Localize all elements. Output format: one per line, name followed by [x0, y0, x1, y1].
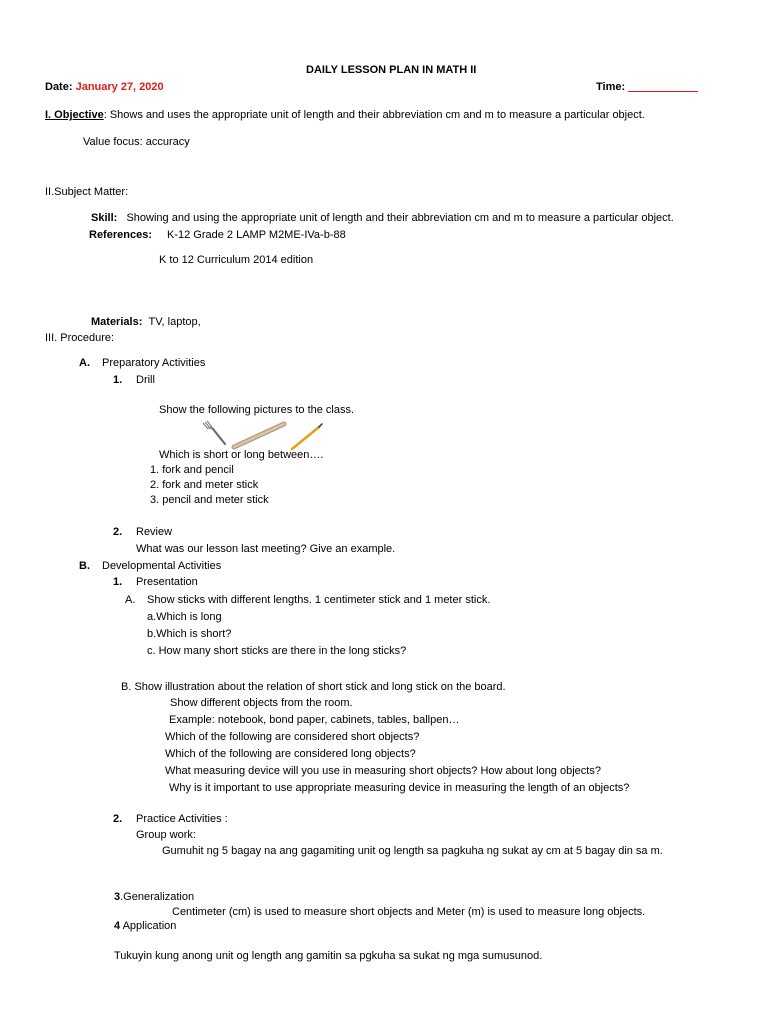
list-item: 1. fork and pencil — [150, 464, 234, 476]
drill-pictures — [198, 419, 328, 453]
materials-label: Materials: — [91, 316, 143, 328]
list-item: What measuring device will you use in measuring short objects? How about long objects? — [165, 765, 601, 777]
date-row — [45, 81, 164, 94]
time-blank-line — [628, 81, 698, 92]
skill-line — [91, 212, 674, 225]
references-2: K to 12 Curriculum 2014 edition — [159, 254, 314, 266]
list-item: 3. pencil and meter stick — [150, 494, 269, 506]
skill-text: Showing and using the appropriate unit of length and their abbreviation cm and m to measure a particular object. — [126, 212, 674, 224]
list-item: Example: notebook, bond paper, cabinets, tables, ballpen… — [169, 714, 460, 726]
objective-line — [45, 109, 645, 122]
page-title: DAILY LESSON PLAN IN MATH II — [306, 64, 477, 76]
section-b-title: Developmental Activities — [102, 560, 222, 572]
application-title: Application — [120, 920, 177, 932]
procedure-heading: III. Procedure: — [45, 332, 115, 344]
list-item: c. How many short sticks are there in the long sticks? — [147, 645, 407, 657]
subject-matter-heading: II.Subject Matter: — [45, 186, 129, 198]
generalization-title: .Generalization — [120, 891, 195, 903]
objective-text: : Shows and uses the appropriate unit of length and their abbreviation cm and m to measure a particular object. — [103, 109, 645, 121]
application-number: 4 — [114, 920, 121, 932]
list-item: Which of the following are considered short objects? — [165, 731, 420, 743]
list-item: Why is it important to use appropriate measuring device in measuring the length of an objects? — [169, 782, 630, 794]
list-item: Which of the following are considered long objects? — [165, 748, 416, 760]
generalization-text: Centimeter (cm) is used to measure short objects and Meter (m) is used to measure long objects. — [172, 906, 646, 918]
materials-text: TV, laptop, — [148, 316, 201, 328]
date-value: January 27, 2020 — [75, 81, 164, 93]
group-work-label: Group work: — [136, 829, 196, 841]
list-item: 2. fork and meter stick — [150, 479, 259, 491]
practice-number: 2. — [113, 813, 123, 825]
references-label: References: — [89, 229, 152, 241]
review-title: Review — [136, 526, 173, 538]
time-row — [596, 81, 698, 94]
presentation-b-text: B. Show illustration about the relation of short stick and long stick on the board. — [121, 681, 506, 693]
skill-label: Skill: — [91, 212, 118, 224]
drill-number: 1. — [113, 374, 123, 386]
drill-question: Which is short or long between…. — [159, 449, 324, 461]
section-b-letter: B. — [79, 560, 90, 572]
presentation-title: Presentation — [136, 576, 198, 588]
value-focus: Value focus: accuracy — [83, 136, 190, 148]
generalization-number: 3 — [114, 891, 121, 903]
review-text: What was our lesson last meeting? Give an example. — [136, 543, 396, 555]
objective-label: I. Objective — [45, 109, 104, 121]
practice-text: Gumuhit ng 5 bagay na ang gagamiting unit og length sa pagkuha ng sukat ay cm at 5 bagay din sa m. — [162, 845, 663, 857]
presentation-a-letter: A. — [125, 594, 136, 606]
review-number: 2. — [113, 526, 123, 538]
list-item: b.Which is short? — [147, 628, 232, 640]
pencil-icon — [292, 424, 322, 449]
application-line — [114, 920, 176, 933]
list-item: Show different objects from the room. — [170, 697, 353, 709]
generalization-line — [114, 891, 194, 904]
drill-instruction: Show the following pictures to the class. — [159, 404, 355, 416]
fork-icon — [203, 421, 225, 444]
presentation-number: 1. — [113, 576, 123, 588]
time-label: Time: — [596, 81, 626, 93]
list-item: a.Which is long — [147, 611, 222, 623]
meter-stick-icon — [234, 424, 284, 447]
section-a-letter: A. — [79, 357, 90, 369]
drill-title: Drill — [136, 374, 155, 386]
references-line — [89, 229, 152, 242]
date-label: Date: — [45, 81, 73, 93]
materials-line — [91, 316, 201, 329]
application-text: Tukuyin kung anong unit og length ang gamitin sa pgkuha sa sukat ng mga sumusunod. — [114, 950, 543, 962]
section-a-title: Preparatory Activities — [102, 357, 206, 369]
practice-title: Practice Activities : — [136, 813, 228, 825]
presentation-a-text: Show sticks with different lengths. 1 centimeter stick and 1 meter stick. — [147, 594, 491, 606]
references-1: K-12 Grade 2 LAMP M2ME-IVa-b-88 — [167, 229, 346, 241]
